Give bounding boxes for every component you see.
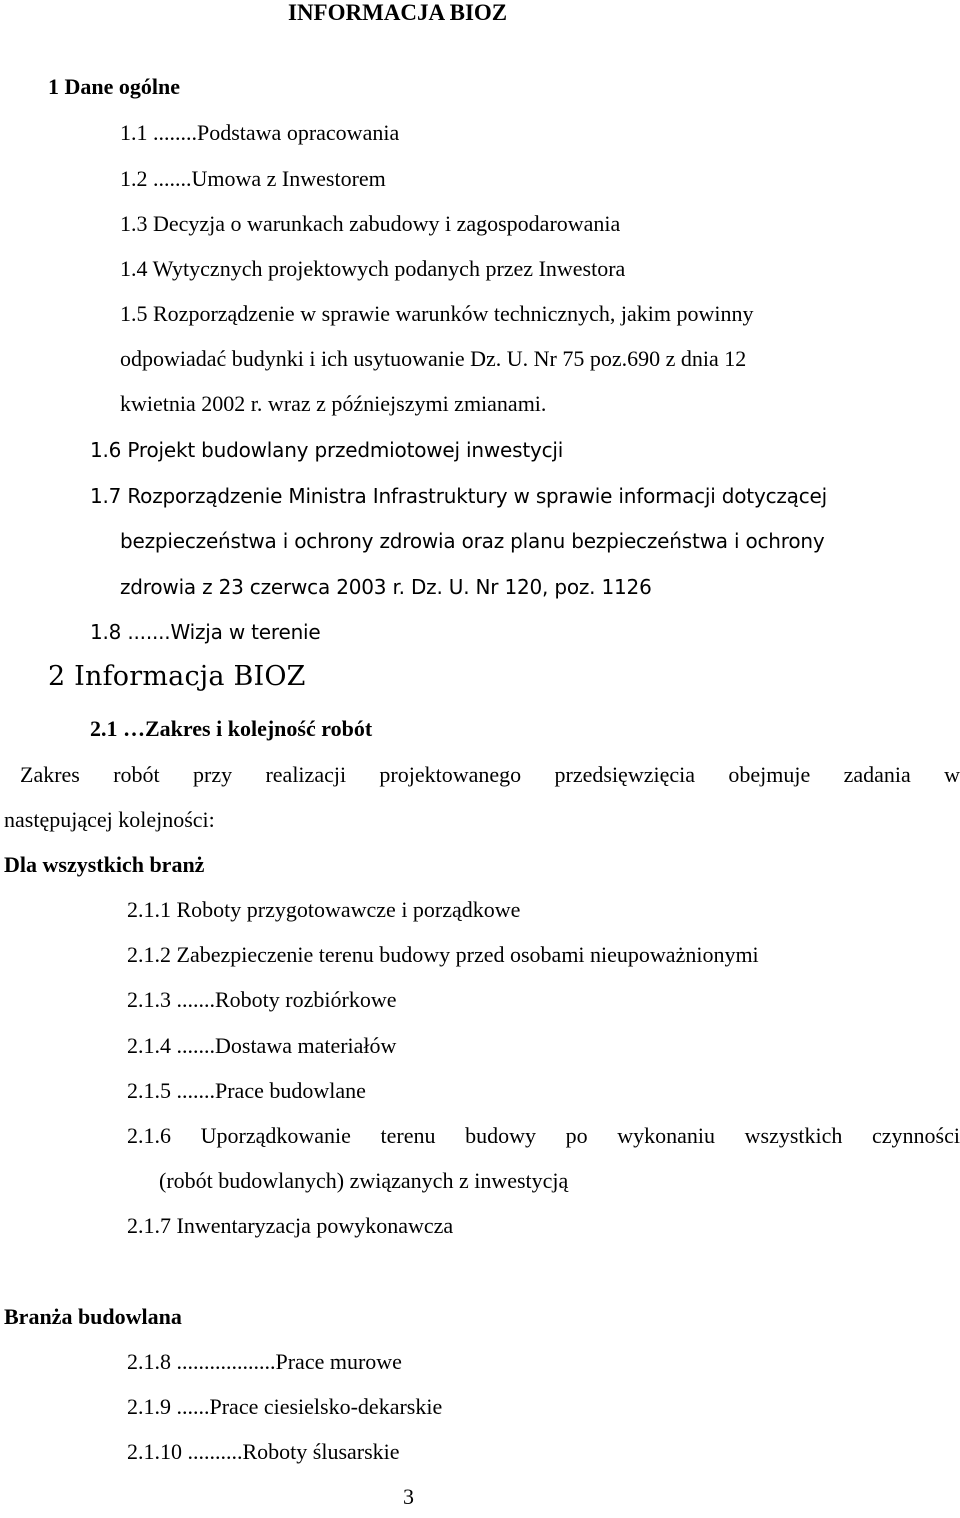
- list-item-1-7-line-2: bezpieczeństwa i ochrony zdrowia oraz planu bezpieczeństwa i ochrony: [120, 529, 825, 553]
- list-item-2-1-7: 2.1.7 Inwentaryzacja powykonawcza: [127, 1213, 454, 1238]
- intro-paragraph-line-1: Zakres robót przy realizacji projektowanego przedsięwzięcia obejmuje zadania w: [20, 762, 960, 787]
- list-item-1-7-line-3: zdrowia z 23 czerwca 2003 r. Dz. U. Nr 120, poz. 1126: [120, 575, 652, 599]
- list-item-2-1-10: 2.1.10 ..........Roboty ślusarskie: [127, 1439, 400, 1464]
- document-title: INFORMACJA BIOZ: [288, 0, 508, 25]
- list-item-1-8: 1.8 .......Wizja w terenie: [90, 620, 321, 644]
- list-item-2-1-9: 2.1.9 ......Prace ciesielsko-dekarskie: [127, 1394, 443, 1419]
- list-item-1-6: 1.6 Projekt budowlany przedmiotowej inwestycji: [90, 438, 564, 462]
- list-item-1-1: 1.1 ........Podstawa opracowania: [120, 120, 400, 145]
- page-number: 3: [403, 1484, 414, 1509]
- section-2-heading: 2 Informacja BIOZ: [48, 661, 306, 692]
- group-heading-construction: Branża budowlana: [4, 1304, 182, 1329]
- list-item-1-2: 1.2 .......Umowa z Inwestorem: [120, 166, 386, 191]
- list-item-2-1-5: 2.1.5 .......Prace budowlane: [127, 1078, 366, 1103]
- list-item-2-1-6-line-1: 2.1.6 Uporządkowanie terenu budowy po wykonaniu wszystkich czynności: [127, 1123, 960, 1148]
- list-item-1-7-line-1: 1.7 Rozporządzenie Ministra Infrastruktury w sprawie informacji dotyczącej: [90, 484, 827, 508]
- list-item-1-5-line-2: odpowiadać budynki i ich usytuowanie Dz. U. Nr 75 poz.690 z dnia 12: [120, 346, 747, 371]
- subsection-2-1-heading: 2.1 …Zakres i kolejność robót: [90, 716, 373, 741]
- list-item-1-3: 1.3 Decyzja o warunkach zabudowy i zagospodarowania: [120, 211, 621, 236]
- list-item-2-1-1: 2.1.1 Roboty przygotowawcze i porządkowe: [127, 897, 521, 922]
- list-item-2-1-8: 2.1.8 ..................Prace murowe: [127, 1349, 402, 1374]
- list-item-2-1-2: 2.1.2 Zabezpieczenie terenu budowy przed osobami nieupoważnionymi: [127, 942, 759, 967]
- intro-paragraph-line-2: następującej kolejności:: [4, 807, 215, 832]
- list-item-1-4: 1.4 Wytycznych projektowych podanych przez Inwestora: [120, 256, 626, 281]
- list-item-1-5-line-1: 1.5 Rozporządzenie w sprawie warunków technicznych, jakim powinny: [120, 301, 754, 326]
- list-item-1-5-line-3: kwietnia 2002 r. wraz z późniejszymi zmianami.: [120, 391, 547, 416]
- list-item-2-1-6-line-2: (robót budowlanych) związanych z inwestycją: [159, 1168, 569, 1193]
- section-1-heading: 1 Dane ogólne: [48, 74, 180, 99]
- group-heading-all-branches: Dla wszystkich branż: [4, 852, 205, 877]
- list-item-2-1-4: 2.1.4 .......Dostawa materiałów: [127, 1033, 397, 1058]
- list-item-2-1-3: 2.1.3 .......Roboty rozbiórkowe: [127, 987, 397, 1012]
